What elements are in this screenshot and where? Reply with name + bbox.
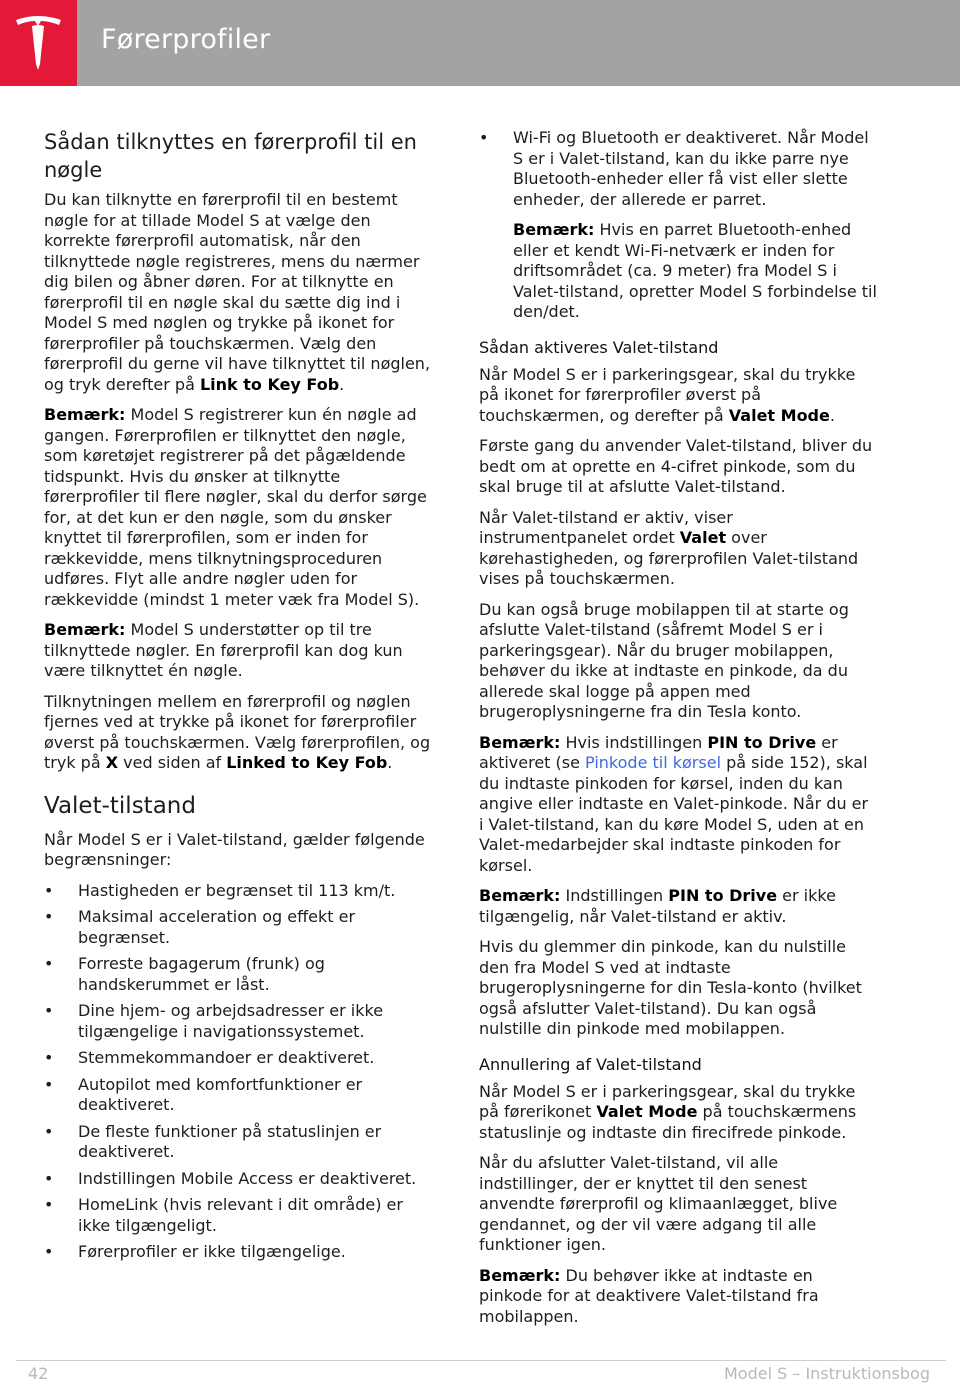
- right-column: [479, 128, 877, 1337]
- text: på side 152), skal du indtaste pinkoden for kørsel, inden du kan angive eller indtaste en Valet-pinkode. Når du er i Valet-tilstand, kan du køre Model S, uden at en Valet-medarbejder skal indtaste pinkoden for kørsel.: [479, 753, 869, 875]
- list-item: • HomeLink (hvis relevant i dit område) er ikke tilgængeligt.: [44, 1195, 436, 1236]
- list-item: • Hastigheden er begrænset til 113 km/t.: [44, 881, 436, 902]
- restriction-list-continued: [479, 128, 877, 210]
- list-item: • Stemmekommandoer er deaktiveret.: [44, 1048, 436, 1069]
- paragraph: [479, 365, 877, 427]
- text: Du kan tilknytte en førerprofil til en bestemt nøgle for at tillade Model S at vælge den korrekte førerprofil automatisk, når den tilknyttede nøgle registreres, mens du nærmer dig bilen og åbner døren. For at tilknytte en førerprofil til en nøgle skal du sætte dig ind i Model S med nøglen og trykke på ikonet for førerprofiler på touchskærmen. Vælg den førerprofil du gerne vil have tilknyttet til nøglen, og tryk derefter på: [44, 190, 431, 394]
- note: [44, 405, 436, 610]
- ui-label-x: X: [105, 753, 119, 772]
- paragraph: [44, 692, 436, 774]
- subheading-activate-valet: Sådan aktiveres Valet-tilstand: [479, 337, 719, 357]
- ui-label-valet-mode: Valet Mode: [596, 1102, 698, 1121]
- page-title: Førerprofiler: [101, 24, 271, 55]
- paragraph: [44, 190, 436, 395]
- list-item: • De fleste funktioner på statuslinjen er deaktiveret.: [44, 1122, 436, 1163]
- text: er aktiveret (se: [479, 732, 838, 772]
- paragraph: Når du afslutter Valet-tilstand, vil alle indstillinger, der er knyttet til den senest anvendte førerprofil og klimaanlægget, blive gendannet, og der vil være adgang til alle funktioner igen.: [479, 1153, 838, 1254]
- text: .: [387, 753, 393, 772]
- list-item: • Indstillingen Mobile Access er deaktiveret.: [44, 1169, 436, 1190]
- note-text: Model S registrerer kun én nøgle ad gangen. Førerprofilen er tilknyttet den nøgle, som køretøjet registrerer på det pågældende tidspunkt. Hvis du ønsker at tilknytte førerprofiler til flere nøgler, skal du derfor sørge for, at det kun er den nøgle, som du ønsker knyttet til førerprofilen, som er inden for rækkevidde, mens tilknytningsproceduren udføres. Flyt alle andre nøgler uden for rækkevidde (mindst 1 meter væk fra Model S).: [44, 405, 427, 609]
- left-column: [44, 128, 436, 1269]
- note-label: Bemærk:: [513, 220, 595, 239]
- note: [44, 620, 436, 682]
- note: [479, 1266, 877, 1328]
- note-text: Du behøver ikke at indtaste en pinkode for at deaktivere Valet-tilstand fra mobilappen.: [479, 1265, 819, 1326]
- ui-label-pin-to-drive: PIN to Drive: [707, 732, 817, 752]
- footer-doc-title: Model S – Instruktionsbog: [724, 1364, 930, 1383]
- text: Når Valet-tilstand er aktiv, viser instrumentpanelet ordet: [479, 507, 733, 547]
- note: [479, 733, 877, 877]
- note-label: Bemærk:: [479, 886, 561, 905]
- text: ved siden af: [118, 753, 227, 772]
- note-text: Model S understøtter op til tre tilknyttede nøgler. En førerprofil kan dog kun være tilknyttet én nøgle.: [44, 620, 403, 680]
- list-item: • Dine hjem- og arbejdsadresser er ikke tilgængelige i navigationssystemet.: [44, 1001, 436, 1042]
- page-number: 42: [28, 1364, 49, 1383]
- ui-label-link-to-key-fob: Link to Key Fob: [199, 374, 340, 394]
- paragraph: Når Model S er i Valet-tilstand, gælder følgende begrænsninger:: [44, 829, 425, 869]
- list-item: • Førerprofiler er ikke tilgængelige.: [44, 1242, 436, 1263]
- text: Hvis indstillingen: [560, 732, 708, 752]
- ui-label-linked-to-key-fob: Linked to Key Fob: [226, 753, 388, 772]
- ui-label-valet: Valet: [679, 528, 727, 547]
- note-text: Hvis en parret Bluetooth-enhed eller et kendt Wi-Fi-netværk er inden for driftsområdet (ca. 9 meter) fra Model S i Valet-tilstand, opretter Model S forbindelse til den/det.: [513, 220, 877, 321]
- list-item: • Autopilot med komfortfunktioner er deaktiveret.: [44, 1075, 436, 1116]
- text: Når Model S er i parkeringsgear, skal du trykke på ikonet for førerprofiler øverst på touchskærmen, og derefter på: [479, 364, 856, 425]
- paragraph: Du kan også bruge mobilappen til at starte og afslutte Valet-tilstand (såfremt Model S er i parkeringsgear). Når du bruger mobilappen, behøver du ikke at indtaste en pinkode, da du allerede skal logge på appen med brugeroplysningerne fra din Tesla konto.: [479, 599, 849, 721]
- note: [479, 220, 877, 323]
- text: Når Model S er i parkeringsgear, skal du trykke på førerikonet: [479, 1081, 856, 1121]
- note-label: Bemærk:: [44, 405, 126, 424]
- note: [479, 886, 877, 927]
- list-item: • Maksimal acceleration og effekt er begrænset.: [44, 907, 436, 948]
- text: på touchskærmens statuslinje og indtaste din firecifrede pinkode.: [479, 1102, 857, 1142]
- footer-divider: [16, 1360, 946, 1361]
- restriction-list: [44, 881, 436, 1263]
- text: over kørehastigheden, og førerprofilen Valet-tilstand vises på touchskærmen.: [479, 528, 859, 588]
- note-label: Bemærk:: [479, 732, 561, 752]
- paragraph: [479, 508, 877, 590]
- paragraph: Første gang du anvender Valet-tilstand, bliver du bedt om at oprette en 4-cifret pinkode, som du skal bruge til at afslutte Valet-tilstand.: [479, 436, 873, 496]
- section-heading-valet: Valet-tilstand: [44, 792, 196, 819]
- paragraph: Hvis du glemmer din pinkode, kan du nulstille den fra Model S ved at indtaste brugeroplysningerne for din Tesla-konto (hvilket også afslutter Valet-tilstand). Du kan også nulstille din pinkode med mobilappen.: [479, 937, 862, 1038]
- section-heading-key-fob: Sådan tilknyttes en førerprofil til en nøgle: [44, 130, 417, 182]
- list-item: • Wi-Fi og Bluetooth er deaktiveret. Når Model S er i Valet-tilstand, kan du ikke parre nye Bluetooth-enheder eller få vist eller slette enheder, der allerede er parret.: [479, 128, 877, 210]
- page-header: [0, 0, 960, 86]
- text: Tilknytningen mellem en førerprofil og nøglen fjernes ved at trykke på ikonet for førerprofiler øverst på touchskærmen. Vælg førerprofilen, og tryk på: [44, 691, 431, 772]
- subheading-cancel-valet: Annullering af Valet-tilstand: [479, 1054, 702, 1074]
- note-label: Bemærk:: [44, 620, 126, 639]
- tesla-logo-icon: [14, 14, 63, 72]
- cross-reference-link[interactable]: Pinkode til kørsel: [585, 753, 722, 772]
- note-label: Bemærk:: [479, 1265, 561, 1285]
- text: .: [339, 374, 345, 394]
- list-item: • Forreste bagagerum (frunk) og handskerummet er låst.: [44, 954, 436, 995]
- paragraph: [479, 1082, 877, 1144]
- ui-label-valet-mode: Valet Mode: [728, 405, 830, 425]
- tesla-logo: [0, 0, 77, 86]
- text: er ikke tilgængelig, når Valet-tilstand er aktiv.: [479, 886, 836, 926]
- ui-label-pin-to-drive: PIN to Drive: [668, 886, 778, 905]
- text: Indstillingen: [560, 886, 669, 905]
- text: .: [829, 405, 835, 425]
